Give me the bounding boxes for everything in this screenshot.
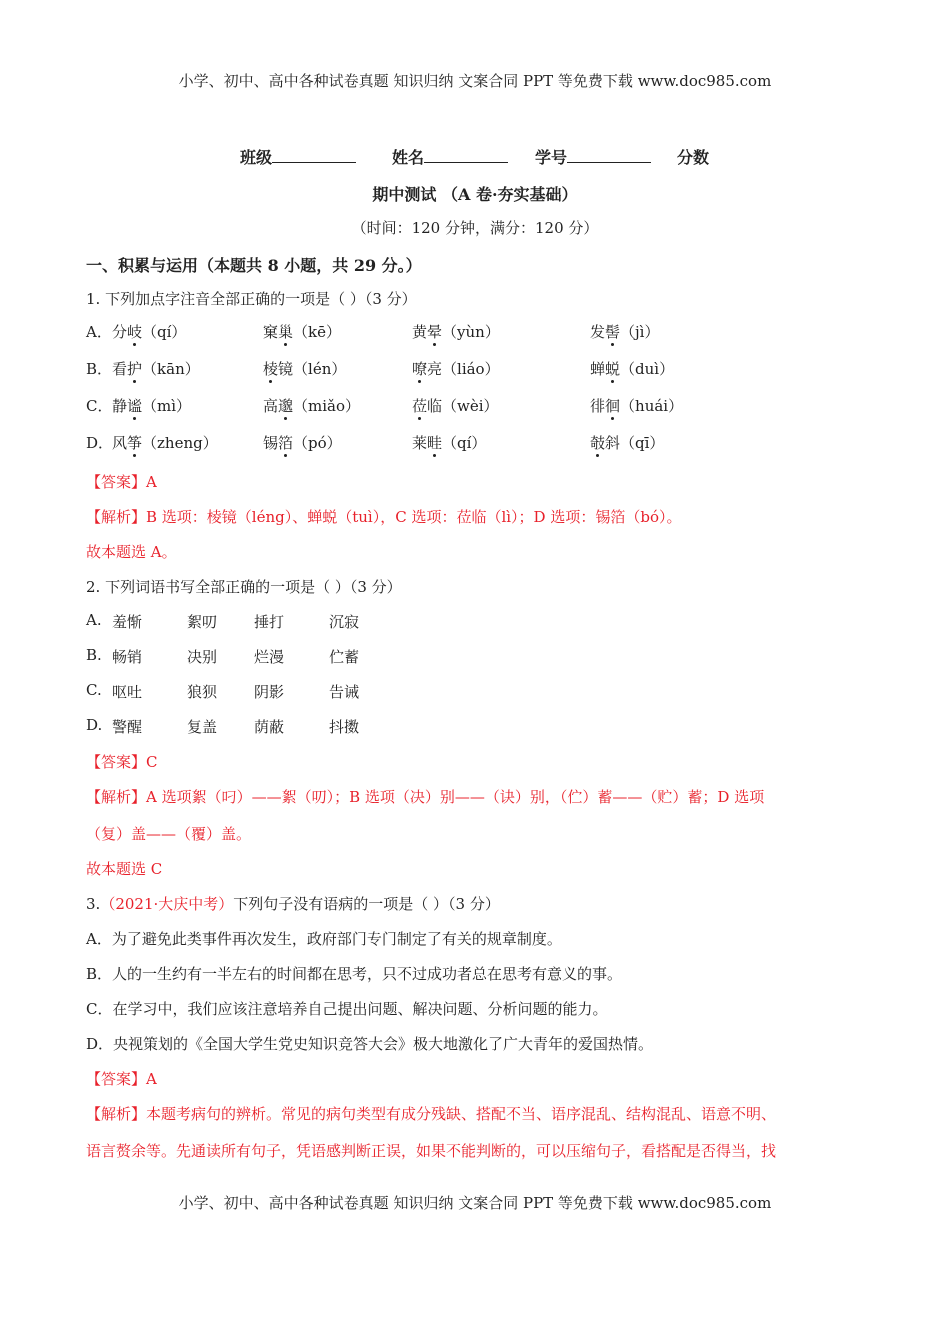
item-prefix: 分 <box>112 323 128 341</box>
item-prefix: 静 <box>112 397 128 415</box>
q2-option-word: 复盖 <box>187 718 218 736</box>
q2-option-word: 沉寂 <box>329 613 360 631</box>
q1-stem: 1. 下列加点字注音全部正确的一项是（ ）（3 分） <box>86 290 417 308</box>
q2-option-word: 伫蓄 <box>329 648 360 666</box>
item-prefix: 高 <box>263 397 279 415</box>
q1-option-item <box>112 358 200 379</box>
item-suffix: （huái） <box>620 397 684 415</box>
id-field <box>535 145 651 168</box>
item-prefix: 徘 <box>590 397 606 415</box>
q2-option-word: 告诫 <box>329 683 360 701</box>
q2-conclusion: 故本题选 C <box>86 860 163 878</box>
q2-option-letter: B. <box>86 646 102 664</box>
id-label: 学号 <box>535 148 568 167</box>
dotted-char: 护 <box>127 360 143 378</box>
q1-option-item <box>263 432 342 453</box>
dotted-char: 箔 <box>278 434 294 452</box>
page-title: 期中测试 （A 卷·夯实基础） <box>372 185 578 204</box>
dotted-char: 谧 <box>127 397 143 415</box>
q3-stem-line <box>86 893 500 914</box>
item-suffix: （zheng） <box>142 434 218 452</box>
q3-analysis-line1: 【解析】本题考病句的辨析。常见的病句类型有成分残缺、搭配不当、语序混乱、结构混乱、语意不明、 <box>86 1105 777 1123</box>
q1-option-item <box>263 395 360 416</box>
item-suffix: （qí） <box>142 323 187 341</box>
q2-option-word: 羞惭 <box>112 613 143 631</box>
q1-option-item <box>412 432 486 453</box>
q1-option-item <box>412 395 499 416</box>
item-prefix: 蝉 <box>590 360 606 378</box>
q2-option-word: 絮叨 <box>187 613 218 631</box>
q1-answer: 【答案】A <box>86 473 157 491</box>
dotted-char: 棱 <box>263 360 279 378</box>
q2-option-word: 呕吐 <box>112 683 143 701</box>
item-suffix: （pó） <box>293 434 342 452</box>
q1-option-letter: D． <box>86 434 114 452</box>
q2-option-letter: A. <box>86 611 102 629</box>
item-prefix: 窠 <box>263 323 279 341</box>
item-prefix: 风 <box>112 434 128 452</box>
q1-option-item <box>590 321 659 342</box>
q1-option-item <box>412 358 500 379</box>
q3-analysis-line2: 语言赘余等。先通读所有句子，凭语感判断正误，如果不能判断的，可以压缩句子，看搭配是否得当，找 <box>86 1142 777 1160</box>
q2-option-word: 决别 <box>187 648 218 666</box>
dotted-char: 筝 <box>127 434 143 452</box>
dotted-char: 嘹 <box>412 360 428 378</box>
q3-option-b: B．人的一生约有一半左右的时间都在思考，只不过成功者总在思考有意义的事。 <box>86 965 623 983</box>
q1-option-item <box>112 432 218 453</box>
q1-option-letter: B． <box>86 360 113 378</box>
q1-option-item <box>263 358 346 379</box>
q3-option-c: C．在学习中，我们应该注意培养自己提出问题、解决问题、分析问题的能力。 <box>86 1000 608 1018</box>
q1-option-letter: C． <box>86 397 113 415</box>
item-suffix: 斜（qī） <box>605 434 665 452</box>
dotted-char: 髻 <box>605 323 621 341</box>
item-prefix: 发 <box>590 323 606 341</box>
class-blank <box>272 148 356 163</box>
item-prefix: 锡 <box>263 434 279 452</box>
q2-option-word: 阴影 <box>254 683 285 701</box>
q1-option-item <box>412 321 500 342</box>
item-prefix: 莱 <box>412 434 428 452</box>
item-prefix: 黄 <box>412 323 428 341</box>
dotted-char: 邈 <box>278 397 294 415</box>
q2-analysis-line2: （复）盖——（覆）盖。 <box>86 825 252 843</box>
q2-option-word: 荫蔽 <box>254 718 285 736</box>
q2-option-letter: D. <box>86 716 103 734</box>
name-blank <box>424 148 508 163</box>
name-label: 姓名 <box>392 148 425 167</box>
q3-answer: 【答案】A <box>86 1070 157 1088</box>
dotted-char: 晕 <box>427 323 443 341</box>
q2-option-word: 捶打 <box>254 613 285 631</box>
q2-option-letter: C. <box>86 681 102 699</box>
item-suffix: （qí） <box>442 434 487 452</box>
q2-option-word: 畅销 <box>112 648 143 666</box>
q3-option-d: D．央视策划的《全国大学生党史知识竞答大会》极大地激化了广大青年的爱国热情。 <box>86 1035 654 1053</box>
q1-analysis: 【解析】B 选项：棱镜（léng）、蝉蜕（tuì），C 选项：莅临（lì）；D 选项：锡箔（bó）。 <box>86 508 682 526</box>
q1-option-item <box>263 321 341 342</box>
q1-option-item <box>112 321 186 342</box>
q2-option-word: 警醒 <box>112 718 143 736</box>
q1-option-item <box>590 358 674 379</box>
id-blank <box>567 148 651 163</box>
item-suffix: 镜（lén） <box>278 360 347 378</box>
q2-answer: 【答案】C <box>86 753 158 771</box>
page-footer: 小学、初中、高中各种试卷真题 知识归纳 文案合同 PPT 等免费下载 www.doc985.com <box>178 1194 772 1212</box>
dotted-char: 莅 <box>412 397 428 415</box>
item-suffix: 亮（liáo） <box>427 360 500 378</box>
q1-option-item <box>590 395 683 416</box>
page-header: 小学、初中、高中各种试卷真题 知识归纳 文案合同 PPT 等免费下载 www.doc985.com <box>178 72 772 90</box>
q3-number: 3. <box>86 895 101 913</box>
time-note: （时间：120 分钟，满分：120 分） <box>351 219 599 237</box>
q2-analysis-line1: 【解析】A 选项絮（叼）——絮（叨）；B 选项（决）别——（诀）别，（伫）蓄——（贮）蓄；D 选项 <box>86 788 765 806</box>
item-suffix: （miǎo） <box>293 397 361 415</box>
dotted-char: 攲 <box>590 434 606 452</box>
q1-option-item <box>112 395 191 416</box>
q2-stem: 2. 下列词语书写全部正确的一项是（ ）（3 分） <box>86 578 402 596</box>
name-field <box>392 145 508 168</box>
q2-option-word: 狼狈 <box>187 683 218 701</box>
item-suffix: （mì） <box>142 397 192 415</box>
item-suffix: （duì） <box>620 360 675 378</box>
dotted-char: 巢 <box>278 323 294 341</box>
dotted-char: 徊 <box>605 397 621 415</box>
section-heading: 一、积累与运用（本题共 8 小题，共 29 分。） <box>86 256 422 275</box>
dotted-char: 岐 <box>127 323 143 341</box>
item-suffix: 临（wèi） <box>427 397 499 415</box>
item-suffix: （kē） <box>293 323 341 341</box>
q3-option-a: A．为了避免此类事件再次发生，政府部门专门制定了有关的规章制度。 <box>86 930 562 948</box>
q1-option-letter: A． <box>86 323 112 341</box>
dotted-char: 蜕 <box>605 360 621 378</box>
score-label: 分数 <box>677 148 710 167</box>
q1-conclusion: 故本题选 A。 <box>86 543 177 561</box>
q2-option-word: 烂漫 <box>254 648 285 666</box>
q3-source: （2021·大庆中考） <box>100 895 234 913</box>
item-suffix: （kān） <box>142 360 200 378</box>
class-label: 班级 <box>240 148 273 167</box>
q2-option-word: 抖擞 <box>329 718 360 736</box>
dotted-char: 畦 <box>427 434 443 452</box>
item-suffix: （jì） <box>620 323 660 341</box>
q1-option-item <box>590 432 664 453</box>
q3-stem: 下列句子没有语病的一项是（ ）（3 分） <box>233 895 500 913</box>
class-field <box>240 145 356 168</box>
item-suffix: （yùn） <box>442 323 500 341</box>
item-prefix: 看 <box>112 360 128 378</box>
